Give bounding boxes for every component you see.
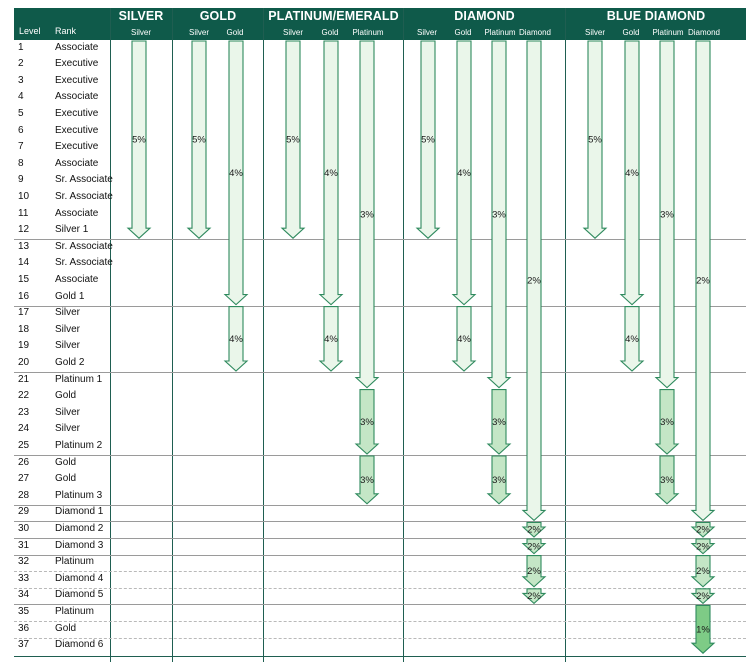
arrow-percent-label: 3%: [660, 474, 674, 486]
rank-name: Diamond 4: [55, 572, 104, 584]
rank-name: Associate: [55, 41, 99, 53]
sub-silver-silver: Silver: [130, 27, 151, 37]
rank-name: Platinum: [55, 556, 94, 568]
arrow-percent-label: 3%: [360, 209, 374, 221]
rank-name: Diamond 2: [55, 522, 104, 534]
arrow-platinum-emerald-silver-1-12: [282, 41, 304, 238]
level-number: 14: [18, 257, 30, 269]
arrow-platinum-emerald-gold-1-16: [320, 41, 342, 305]
rank-name: Gold 2: [55, 356, 85, 368]
arrow-diamond-platinum-22-25: [488, 390, 510, 454]
arrow-percent-label: 4%: [625, 167, 639, 179]
arrow-percent-label: 2%: [696, 591, 710, 603]
arrow-diamond-gold-17-20: [453, 307, 475, 371]
arrow-blue-diamond-diamond-35-37: [692, 605, 714, 653]
arrow-percent-label: 3%: [492, 209, 506, 221]
arrow-diamond-platinum-26-28: [488, 456, 510, 504]
sub-blue-diamond: Diamond: [687, 27, 720, 37]
arrow-percent-label: 4%: [625, 333, 639, 345]
arrow-percent-label: 4%: [457, 333, 471, 345]
level-number: 11: [18, 207, 29, 219]
arrow-percent-label: 2%: [527, 541, 541, 553]
arrow-blue-diamond-platinum-1-21: [656, 41, 678, 388]
arrow-blue-diamond-diamond-31-31: [692, 539, 714, 554]
level-number: 3: [18, 74, 24, 86]
arrow-blue-diamond-gold-17-20: [621, 307, 643, 371]
rank-name: Silver: [55, 307, 81, 319]
arrow-blue-diamond-diamond-30-30: [692, 522, 714, 537]
level-number: 16: [18, 290, 30, 302]
arrow-percent-label: 2%: [696, 524, 710, 536]
arrow-platinum-emerald-gold-17-20: [320, 307, 342, 371]
arrow-percent-label: 3%: [660, 416, 674, 428]
level-number: 32: [18, 556, 30, 568]
arrow-percent-label: 5%: [421, 134, 435, 146]
arrow-blue-diamond-diamond-1-29: [692, 41, 714, 520]
arrow-percent-label: 2%: [527, 566, 541, 578]
arrow-percent-label: 3%: [660, 209, 674, 221]
rank-name: Gold: [55, 622, 77, 634]
rank-name: Platinum: [55, 605, 94, 617]
rank-name: Gold 1: [55, 290, 85, 302]
group-title-gold: GOLD: [199, 9, 237, 23]
sub-diamond-silver: Silver: [416, 27, 437, 37]
level-number: 37: [18, 639, 30, 651]
rank-name: Executive: [55, 74, 99, 86]
level-number: 25: [18, 439, 30, 451]
sub-diamond-diamond: Diamond: [518, 27, 551, 37]
arrow-gold-gold-17-20: [225, 307, 247, 371]
arrow-blue-diamond-diamond-32-33: [692, 556, 714, 587]
arrow-percent-label: 5%: [132, 134, 146, 146]
level-number: 10: [18, 190, 30, 202]
arrow-percent-label: 4%: [324, 167, 338, 179]
level-number: 5: [18, 107, 24, 119]
level-number: 23: [18, 406, 30, 418]
arrow-diamond-diamond-30-30: [523, 522, 545, 537]
arrow-diamond-gold-1-16: [453, 41, 475, 305]
arrow-percent-label: 3%: [360, 416, 374, 428]
level-number: 8: [18, 157, 24, 169]
rank-name: Associate: [55, 273, 99, 285]
arrow-percent-label: 4%: [324, 333, 338, 345]
arrow-percent-label: 2%: [527, 275, 541, 287]
arrow-percent-label: 3%: [492, 474, 506, 486]
level-number: 22: [18, 390, 30, 402]
level-number: 30: [18, 522, 30, 534]
sub-blue-gold: Gold: [622, 27, 640, 37]
level-number: 6: [18, 124, 24, 136]
arrow-percent-label: 4%: [457, 167, 471, 179]
group-title-silver: SILVER: [118, 9, 164, 23]
rank-name: Associate: [55, 207, 99, 219]
level-number: 31: [18, 539, 30, 551]
rank-name: Silver: [55, 340, 81, 352]
level-number: 34: [18, 589, 30, 601]
rank-name: Silver: [55, 423, 81, 435]
arrow-percent-label: 2%: [696, 541, 710, 553]
level-number: 35: [18, 605, 30, 617]
level-number: 13: [18, 240, 30, 252]
level-header-label: Level: [19, 26, 41, 36]
sub-gold-silver: Silver: [188, 27, 209, 37]
sub-diamond-platinum: Platinum: [484, 27, 516, 37]
rank-name: Executive: [55, 107, 99, 119]
arrow-diamond-diamond-34-34: [523, 589, 545, 604]
level-number: 21: [18, 373, 30, 385]
arrow-percent-label: 3%: [360, 474, 374, 486]
rank-name: Diamond 5: [55, 589, 104, 601]
arrow-percent-label: 1%: [696, 624, 710, 636]
level-number: 28: [18, 489, 30, 501]
group-title-platinum-emerald: PLATINUM/EMERALD: [268, 9, 399, 23]
rank-name: Sr. Associate: [55, 190, 113, 202]
rank-name: Silver: [55, 323, 81, 335]
rank-name: Diamond 3: [55, 539, 104, 551]
group-title-diamond: DIAMOND: [454, 9, 515, 23]
rank-name: Silver: [55, 406, 81, 418]
level-number: 2: [18, 58, 24, 70]
level-number: 27: [18, 473, 30, 485]
arrow-blue-diamond-platinum-26-28: [656, 456, 678, 504]
arrow-gold-silver-1-12: [188, 41, 210, 238]
sub-plat-silver: Silver: [282, 27, 303, 37]
arrow-platinum-emerald-platinum-26-28: [356, 456, 378, 504]
rank-name: Gold: [55, 456, 77, 468]
level-number: 19: [18, 340, 30, 352]
rank-name: Gold: [55, 390, 77, 402]
level-number: 29: [18, 506, 30, 518]
level-number: 1: [18, 41, 24, 53]
arrow-diamond-diamond-1-29: [523, 41, 545, 520]
sub-blue-silver: Silver: [584, 27, 605, 37]
rank-name: Associate: [55, 91, 99, 103]
level-number: 33: [18, 572, 30, 584]
level-number: 7: [18, 141, 24, 153]
rank-name: Platinum 3: [55, 489, 103, 501]
arrow-blue-diamond-silver-1-12: [584, 41, 606, 238]
arrow-percent-label: 4%: [229, 167, 243, 179]
rank-name: Platinum 2: [55, 439, 103, 451]
arrow-gold-gold-1-16: [225, 41, 247, 305]
arrow-percent-label: 5%: [192, 134, 206, 146]
rank-name: Silver 1: [55, 224, 89, 236]
level-number: 12: [18, 224, 30, 236]
arrow-percent-label: 2%: [527, 591, 541, 603]
arrow-diamond-diamond-32-33: [523, 556, 545, 587]
arrow-diamond-platinum-1-21: [488, 41, 510, 388]
rank-header-label: Rank: [55, 26, 77, 36]
sub-blue-platinum: Platinum: [652, 27, 684, 37]
level-number: 4: [18, 91, 24, 103]
arrow-percent-label: 4%: [229, 333, 243, 345]
sub-plat-platinum: Platinum: [352, 27, 384, 37]
rank-name: Sr. Associate: [55, 257, 113, 269]
arrow-platinum-emerald-platinum-22-25: [356, 390, 378, 454]
arrow-blue-diamond-platinum-22-25: [656, 390, 678, 454]
rank-name: Executive: [55, 124, 99, 136]
arrow-platinum-emerald-platinum-1-21: [356, 41, 378, 388]
arrow-percent-label: 2%: [527, 524, 541, 536]
rank-name: Associate: [55, 157, 99, 169]
level-number: 20: [18, 356, 30, 368]
rank-name: Diamond 6: [55, 639, 104, 651]
level-number: 9: [18, 174, 24, 186]
group-title-blue-diamond: BLUE DIAMOND: [606, 9, 706, 23]
arrow-percent-label: 3%: [492, 416, 506, 428]
arrow-silver-silver-1-12: [128, 41, 150, 238]
arrow-percent-label: 5%: [588, 134, 602, 146]
level-number: 36: [18, 622, 30, 634]
rank-name: Gold: [55, 473, 77, 485]
level-number: 24: [18, 423, 30, 435]
arrow-diamond-silver-1-12: [417, 41, 439, 238]
rank-name: Sr. Associate: [55, 240, 113, 252]
rank-name: Platinum 1: [55, 373, 103, 385]
level-number: 18: [18, 323, 30, 335]
arrow-blue-diamond-gold-1-16: [621, 41, 643, 305]
rank-name: Executive: [55, 58, 99, 70]
arrow-percent-label: 2%: [696, 275, 710, 287]
level-number: 15: [18, 273, 30, 285]
rank-name: Diamond 1: [55, 506, 104, 518]
rank-name: Executive: [55, 141, 99, 153]
arrow-diamond-diamond-31-31: [523, 539, 545, 554]
arrow-percent-label: 5%: [286, 134, 300, 146]
sub-diamond-gold: Gold: [454, 27, 472, 37]
sub-plat-gold: Gold: [321, 27, 339, 37]
level-number: 26: [18, 456, 30, 468]
arrow-blue-diamond-diamond-34-34: [692, 589, 714, 604]
rank-name: Sr. Associate: [55, 174, 113, 186]
arrow-percent-label: 2%: [696, 566, 710, 578]
level-number: 17: [18, 307, 30, 319]
sub-gold-gold: Gold: [226, 27, 244, 37]
